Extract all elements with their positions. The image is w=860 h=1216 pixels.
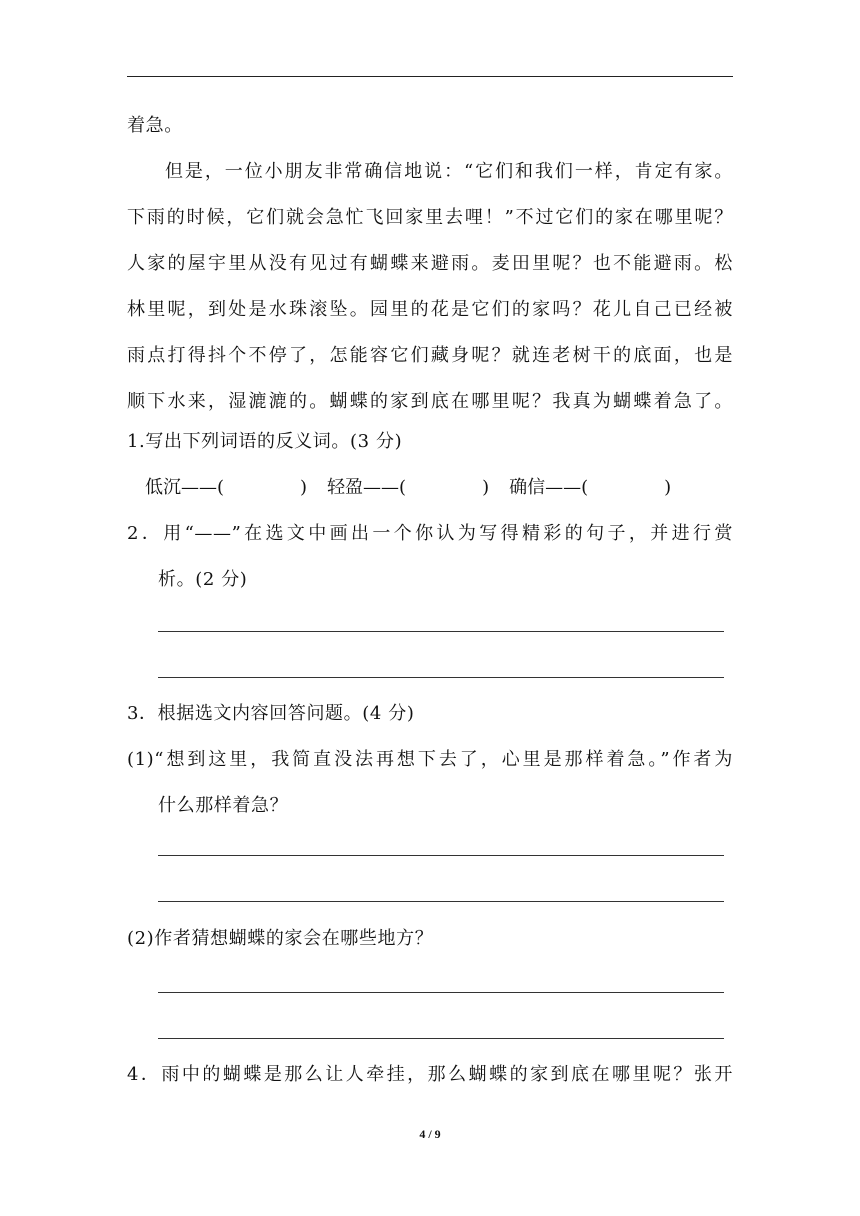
antonym-blanks	[145, 476, 671, 500]
answer-line[interactable]	[158, 901, 724, 902]
question-2-prompt: 2．用“——”在选文中画出一个你认为写得精彩的句子，并进行赏	[127, 523, 733, 544]
antonym-item[interactable]: 轻盈——( )	[327, 477, 490, 498]
passage-line: 顺下水来，湿漉漉的。蝴蝶的家到底在哪里呢？我真为蝴蝶着急了。	[127, 391, 733, 412]
answer-line[interactable]	[158, 631, 724, 632]
passage-line: 人家的屋宇里从没有见过有蝴蝶来避雨。麦田里呢？也不能避雨。松	[127, 253, 733, 274]
passage-line: 但是，一位小朋友非常确信地说：“它们和我们一样，肯定有家。	[165, 161, 733, 182]
question-4-prompt: 4．雨中的蝴蝶是那么让人牵挂，那么蝴蝶的家到底在哪里呢？张开	[127, 1064, 733, 1085]
question-1-title: 1.写出下列词语的反义词。(3 分)	[127, 431, 403, 452]
answer-line[interactable]	[158, 677, 724, 678]
question-3-title: 3．根据选文内容回答问题。(4 分)	[127, 703, 415, 724]
page-number: 4 / 9	[419, 1127, 441, 1141]
antonym-item[interactable]: 确信——( )	[509, 477, 672, 498]
passage-line: 雨点打得抖个不停了，怎能容它们藏身呢？就连老树干的底面，也是	[127, 345, 733, 366]
question-2-prompt-cont: 析。(2 分)	[158, 569, 248, 590]
passage-line: 下雨的时候，它们就会急忙飞回家里去哩！”不过它们的家在哪里呢？	[127, 207, 733, 228]
answer-line[interactable]	[158, 1038, 724, 1039]
passage-line: 着急。	[127, 115, 183, 136]
question-3-sub2: (2)作者猜想蝴蝶的家会在哪些地方？	[127, 928, 434, 949]
answer-line[interactable]	[158, 855, 724, 856]
question-3-sub1-cont: 什么那样着急？	[158, 795, 289, 816]
header-rule	[127, 76, 733, 77]
question-3-sub1: (1)“想到这里，我简直没法再想下去了，心里是那样着急。”作者为	[127, 749, 733, 770]
antonym-item[interactable]: 低沉——( )	[145, 477, 308, 498]
passage-line: 林里呢，到处是水珠滚坠。园里的花是它们的家吗？花儿自己已经被	[127, 299, 733, 320]
answer-line[interactable]	[158, 992, 724, 993]
